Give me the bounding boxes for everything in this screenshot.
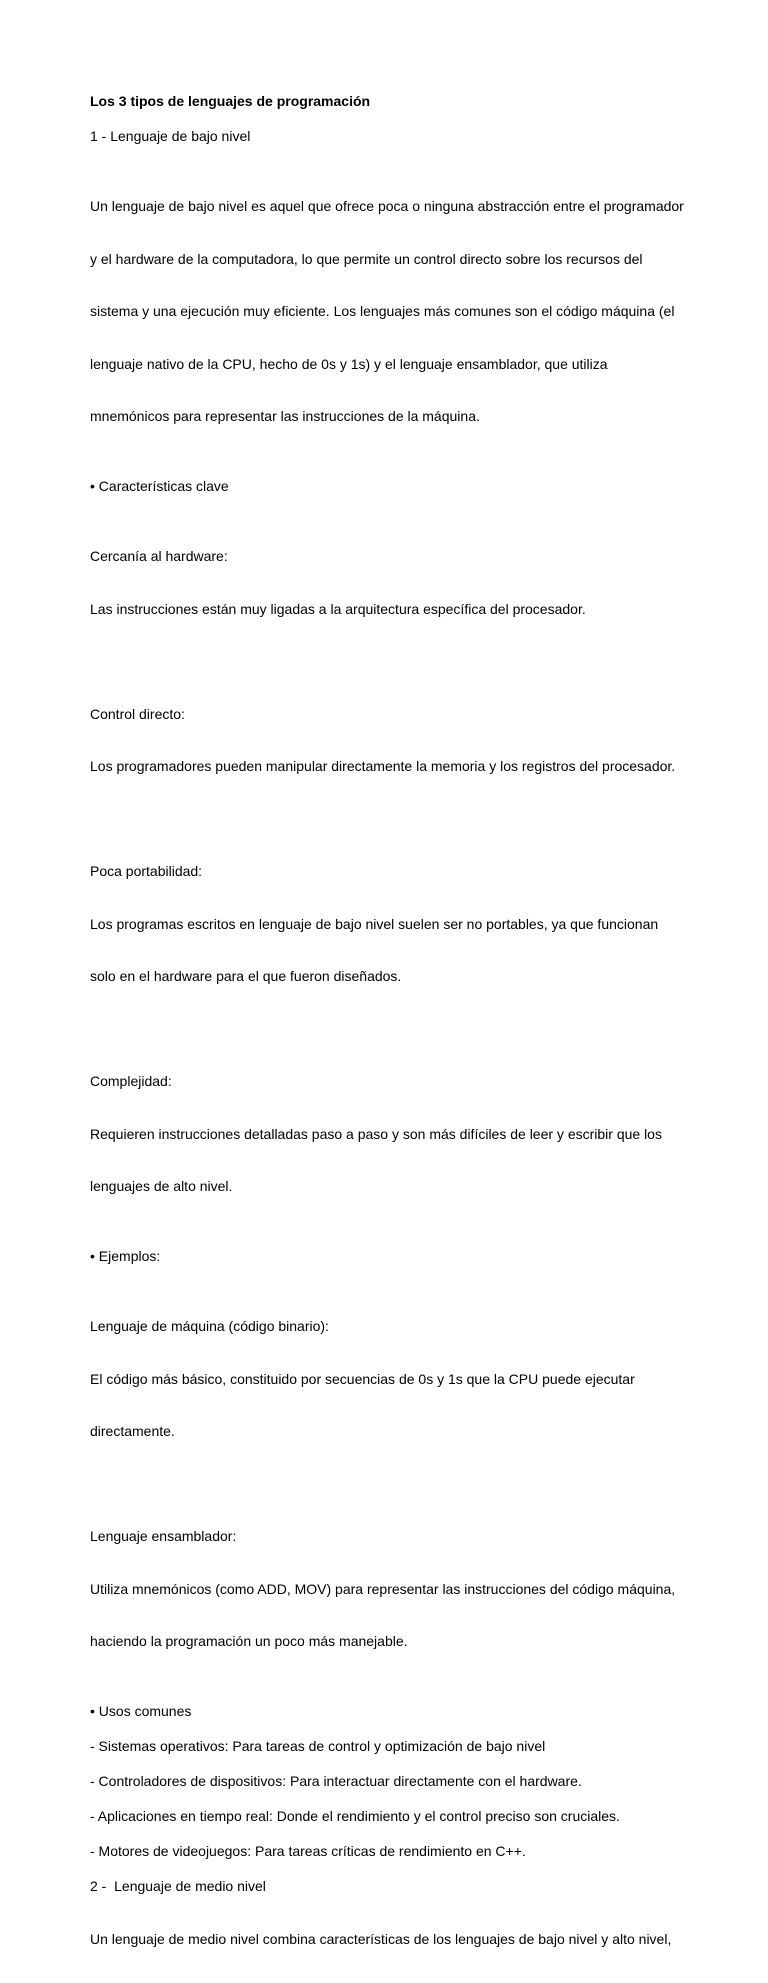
characteristic-item — [90, 671, 708, 811]
characteristic-item — [90, 1038, 708, 1231]
example-text: El código más básico, constituido por secuencias de 0s y 1s que la CPU puede ejecutar — [90, 1371, 708, 1389]
characteristic-label: Poca portabilidad: — [90, 863, 708, 881]
examples-heading: • Ejemplos: — [90, 1248, 708, 1266]
characteristic-text: Los programadores pueden manipular directamente la memoria y los registros del procesador. — [90, 758, 708, 776]
use-item: - Sistemas operativos: Para tareas de control y optimización de bajo nivel — [90, 1738, 708, 1756]
document-title: Los 3 tipos de lenguajes de programación — [90, 93, 708, 111]
characteristic-text: Los programas escritos en lenguaje de bajo nivel suelen ser no portables, ya que funcionan — [90, 916, 708, 934]
example-text: Utiliza mnemónicos (como ADD, MOV) para representar las instrucciones del código máquina, — [90, 1581, 708, 1599]
characteristic-text: solo en el hardware para el que fueron diseñados. — [90, 968, 708, 986]
example-text: directamente. — [90, 1423, 708, 1441]
intro-line: y el hardware de la computadora, lo que permite un control directo sobre los recursos del — [90, 251, 708, 269]
section-2-heading: 2 - Lenguaje de medio nivel — [90, 1878, 708, 1896]
section-1-heading: 1 - Lenguaje de bajo nivel — [90, 128, 708, 146]
use-item: - Aplicaciones en tiempo real: Donde el rendimiento y el control preciso son cruciales. — [90, 1808, 708, 1826]
use-item: - Motores de videojuegos: Para tareas críticas de rendimiento en C++. — [90, 1843, 708, 1861]
use-item: - Controladores de dispositivos: Para interactuar directamente con el hardware. — [90, 1773, 708, 1791]
intro-line: Un lenguaje de bajo nivel es aquel que ofrece poca o ninguna abstracción entre el programador — [90, 198, 708, 216]
intro-paragraph — [90, 163, 708, 461]
intro-line: sistema y una ejecución muy eficiente. Los lenguajes más comunes son el código máquina (el — [90, 303, 708, 321]
characteristic-text: Requieren instrucciones detalladas paso a paso y son más difíciles de leer y escribir que los — [90, 1126, 708, 1144]
section-2-paragraph — [90, 1896, 708, 1983]
characteristic-item — [90, 513, 708, 653]
uses-heading: • Usos comunes — [90, 1703, 708, 1721]
characteristic-label: Control directo: — [90, 706, 708, 724]
characteristics-heading: • Características clave — [90, 478, 708, 496]
intro-line: mnemónicos para representar las instrucciones de la máquina. — [90, 408, 708, 426]
characteristic-text: Las instrucciones están muy ligadas a la arquitectura específica del procesador. — [90, 601, 708, 619]
characteristic-item — [90, 828, 708, 1021]
example-label: Lenguaje de máquina (código binario): — [90, 1318, 708, 1336]
characteristic-text: lenguajes de alto nivel. — [90, 1178, 708, 1196]
intro-line: lenguaje nativo de la CPU, hecho de 0s y 1s) y el lenguaje ensamblador, que utiliza — [90, 356, 708, 374]
example-text: haciendo la programación un poco más manejable. — [90, 1633, 708, 1651]
characteristic-label: Cercanía al hardware: — [90, 548, 708, 566]
characteristic-label: Complejidad: — [90, 1073, 708, 1091]
section-2-line: Un lenguaje de medio nivel combina características de los lenguajes de bajo nivel y alto nivel, — [90, 1931, 708, 1949]
example-item — [90, 1493, 708, 1686]
example-label: Lenguaje ensamblador: — [90, 1528, 708, 1546]
example-item — [90, 1283, 708, 1476]
